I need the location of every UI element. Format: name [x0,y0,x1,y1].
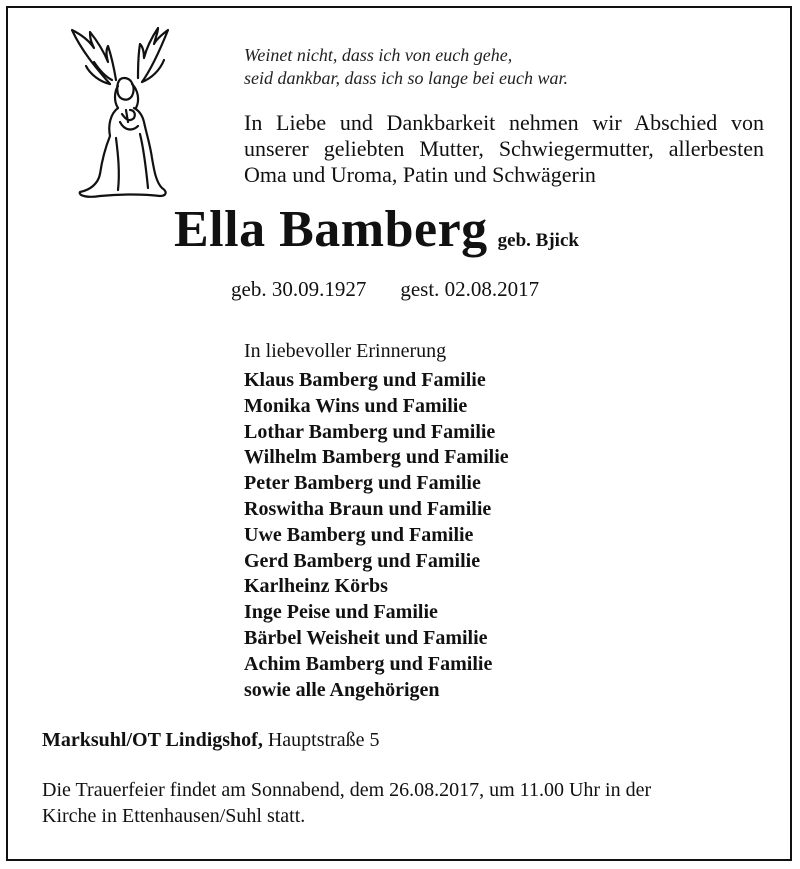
address-place: Marksuhl/OT Lindigshof, [42,729,263,751]
mourner-item: Klaus Bamberg und Familie [244,369,486,391]
maiden-name: geb. Bjick [497,230,579,251]
address-street: Hauptstraße 5 [267,729,380,751]
mourner-item: Achim Bamberg und Familie [244,652,493,675]
mourner-item: sowie alle Angehörigen [244,678,440,701]
mourner-item: Wilhelm Bamberg und Familie [244,446,509,469]
poem-verse [244,44,568,90]
death-date: gest. 02.08.2017 [400,277,540,301]
mourner-item: Lothar Bamberg und Familie [244,420,496,443]
funeral-service-info [42,777,760,829]
mourners-list [244,368,509,703]
poem-line: seid dankbar, dass ich so lange bei euch war. [244,68,568,88]
deceased-name: Ella Bamberg [174,201,488,258]
birth-date: geb. 30.09.1927 [231,277,367,301]
mourner-item: Peter Bamberg und Familie [244,472,481,495]
intro-text [244,110,764,188]
mourner-item: Uwe Bamberg und Familie [244,523,474,546]
memory-heading: In liebevoller Erinnerung [244,340,447,362]
service-line: Kirche in Ettenhausen/Suhl statt. [42,805,306,827]
mourner-item: Inge Peise und Familie [244,601,438,624]
mourner-item: Gerd Bamberg und Familie [244,549,481,572]
deceased-heading [174,200,579,259]
mourner-item: Roswitha Braun und Familie [244,497,492,520]
intro-line: In Liebe und Dankbarkeit nehmen wir Abschied von [244,110,764,135]
mourner-item: Bärbel Weisheit und Familie [244,626,488,649]
poem-line: Weinet nicht, dass ich von euch gehe, [244,45,513,65]
mourner-item: Karlheinz Körbs [244,575,388,598]
intro-line: Oma und Uroma, Patin und Schwägerin [244,162,596,187]
angel-icon [60,22,180,204]
intro-line: unserer geliebten Mutter, Schwiegermutter, allerbesten [244,136,764,161]
mourner-item: Monika Wins und Familie [244,394,468,417]
address-line [42,729,379,752]
life-dates [231,277,539,302]
service-line: Die Trauerfeier findet am Sonnabend, dem 26.08.2017, um 11.00 Uhr in der [42,779,652,801]
